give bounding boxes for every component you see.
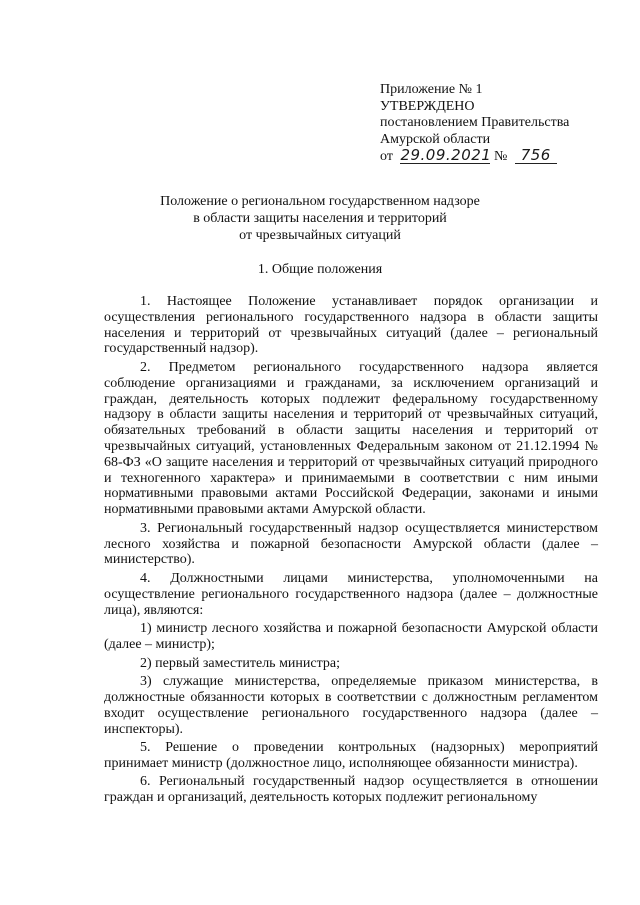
title-line-2: в области защиты населения и территорий [193,211,447,226]
title-line-1: Положение о региональном государственном надзоре [160,194,480,209]
decree-line-1: постановлением Правительства [380,115,570,130]
paragraph-4-item-1: 1) министр лесного хозяйства и пожарной безопасности Амурской области (далее – министр); [104,621,598,652]
annex-label: Приложение № 1 [380,82,483,97]
paragraph-6: 6. Региональный государственный надзор осуществляется в отношении граждан и организаций, деятельность которых подлежит региональному [104,774,598,806]
paragraph-3: 3. Региональный государственный надзор осуществляется министерством лесного хозяйства и пожарной безопасности Амурской области (далее – министерство). [104,520,598,568]
paragraph-1: 1. Настоящее Положение устанавливает порядок организации и осуществления регионального государственного надзора в области защиты населения и территорий от чрезвычайных ситуаций (далее – региональный государственный надзор). [104,294,598,357]
number-prefix: № [493,149,508,164]
paragraph-4-item-3: 3) служащие министерства, определяемые приказом министерства, в должностные обязанности которых в соответствии с должностным регламентом входит осуществление регионального государственного надзора (далее – инспекторы). [104,674,598,737]
approved-label: УТВЕРЖДЕНО [380,98,475,114]
document-title [0,193,640,244]
handwritten-number: 756 [515,148,557,164]
handwritten-date: 29.09.2021 [400,146,492,164]
paragraph-5: 5. Решение о проведении контрольных (надзорных) мероприятий принимает министр (должностное лицо, исполняющее обязанности министра). [104,740,598,771]
decree-line-2: Амурской области [380,131,491,147]
date-prefix: от [380,149,393,164]
title-line-3: от чрезвычайных ситуаций [239,228,401,243]
document-body [104,294,598,809]
approval-block [380,82,569,166]
date-number-line [380,148,569,166]
section-heading: 1. Общие положения [257,262,383,277]
paragraph-2: 2. Предметом регионального государственного надзора является соблюдение организациями и гражданами, за исключением организаций и граждан, деятельность которых подлежит федеральному государственному надзору в области защиты населения и территорий от чрезвычайных ситуаций, обязательных требований в области защиты населения и территорий от чрезвычайных ситуаций, установленных Федеральным законом от 21.12.1994 № 68-ФЗ «О защите населения и территорий от чрезвычайных ситуаций природного и техногенного характера» и принимаемыми в соответствии с ним иными нормативными правовыми актами Российской Федерации, законами и иными нормативными правовыми актами Амурской области. [104,359,598,518]
paragraph-4-item-2: 2) первый заместитель министра; [140,655,341,671]
paragraph-4: 4. Должностными лицами министерства, уполномоченными на осуществление регионального государственного надзора (далее – должностные лица), являются: [104,570,598,618]
